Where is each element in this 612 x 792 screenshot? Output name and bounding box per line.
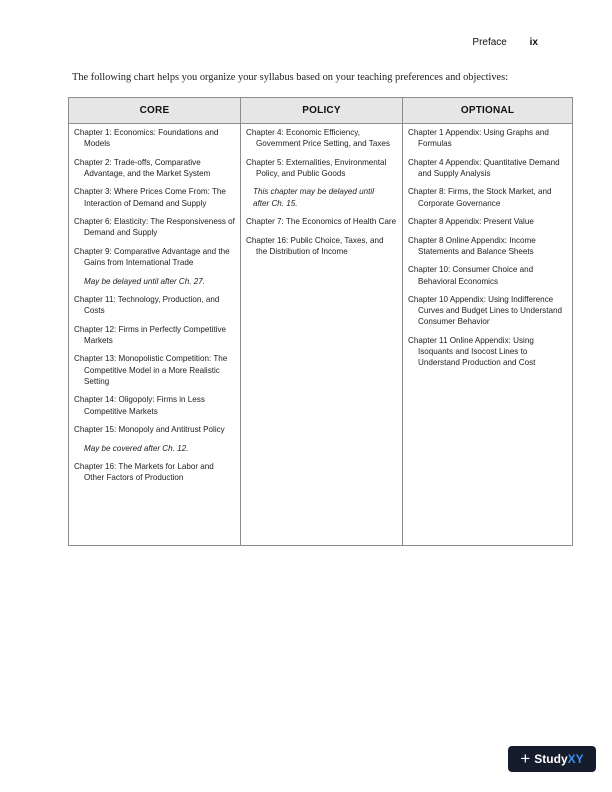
running-head [472, 37, 538, 48]
chapter-entry: Chapter 16: The Markets for Labor and Other Factors of Production [74, 462, 214, 483]
chapter-entry: Chapter 6: Elasticity: The Responsiveness of Demand and Supply [74, 217, 235, 238]
studyxy-watermark [508, 746, 596, 772]
chapter-entry: Chapter 7: The Economics of Health Care [246, 217, 397, 227]
chapter-entry: Chapter 8: Firms, the Stock Market, and Corporate Governance [408, 187, 552, 208]
policy-column [240, 98, 402, 545]
syllabus-chart [68, 97, 573, 546]
watermark-brand-b: XY [567, 752, 584, 766]
plus-icon: + [520, 748, 531, 768]
running-head-title: Preface [472, 37, 507, 48]
optional-column-heading: OPTIONAL [403, 98, 572, 124]
page-number: ix [529, 37, 538, 48]
chapter-entry: Chapter 9: Comparative Advantage and the Gains from International Trade [74, 246, 230, 268]
optional-column [402, 98, 572, 545]
policy-column-heading: POLICY [241, 98, 402, 124]
chapter-entry: Chapter 1: Economics: Foundations and Models [74, 128, 219, 149]
chapter-note: This chapter may be delayed until after Ch. 15. [253, 187, 375, 208]
chapter-entry: Chapter 10 Appendix: Using Indifference Curves and Budget Lines to Understand Consumer Behavior [408, 295, 562, 327]
chapter-entry: Chapter 11: Technology, Production, and Costs [74, 295, 220, 316]
policy-column-body [241, 124, 402, 264]
optional-column-body [403, 124, 572, 376]
chapter-entry: Chapter 1 Appendix: Using Graphs and Formulas [408, 128, 549, 149]
chapter-entry: Chapter 8 Appendix: Present Value [408, 217, 534, 227]
chapter-entry: Chapter 16: Public Choice, Taxes, and the Distribution of Income [246, 235, 384, 256]
chapter-entry: Chapter 10: Consumer Choice and Behavioral Economics [408, 265, 534, 286]
chapter-note: May be covered after Ch. 12. [84, 443, 189, 453]
chapter-entry: Chapter 8 Online Appendix: Income Statements and Balance Sheets [408, 235, 536, 256]
chapter-entry: Chapter 4: Economic Efficiency, Government Price Setting, and Taxes [246, 128, 390, 149]
watermark-brand-a: Study [534, 752, 568, 766]
chapter-entry: Chapter 5: Externalities, Environmental Policy, and Public Goods [246, 157, 387, 178]
chapter-entry: Chapter 2: Trade-offs, Comparative Advantage, and the Market System [74, 157, 211, 178]
chapter-entry: Chapter 13: Monopolistic Competition: The Competitive Model in a More Realistic Setting [74, 354, 228, 386]
intro-paragraph: The following chart helps you organize your syllabus based on your teaching preferences and objectives: [72, 72, 509, 83]
chapter-entry: Chapter 14: Oligopoly: Firms in Less Competitive Markets [74, 395, 205, 416]
core-column-heading: CORE [69, 98, 240, 124]
core-column [69, 98, 240, 545]
chapter-entry: Chapter 3: Where Prices Come From: The Interaction of Demand and Supply [74, 187, 226, 208]
chapter-entry: Chapter 15: Monopoly and Antitrust Policy [74, 425, 225, 435]
chapter-entry: Chapter 11 Online Appendix: Using Isoquants and Isocost Lines to Understand Production and Cost [408, 335, 536, 368]
chapter-entry: Chapter 12: Firms in Perfectly Competitive Markets [74, 324, 227, 345]
watermark-brand [534, 752, 583, 766]
core-column-body [69, 124, 240, 491]
chapter-entry: Chapter 4 Appendix: Quantitative Demand and Supply Analysis [408, 157, 560, 178]
chapter-note: May be delayed until after Ch. 27. [84, 276, 206, 286]
